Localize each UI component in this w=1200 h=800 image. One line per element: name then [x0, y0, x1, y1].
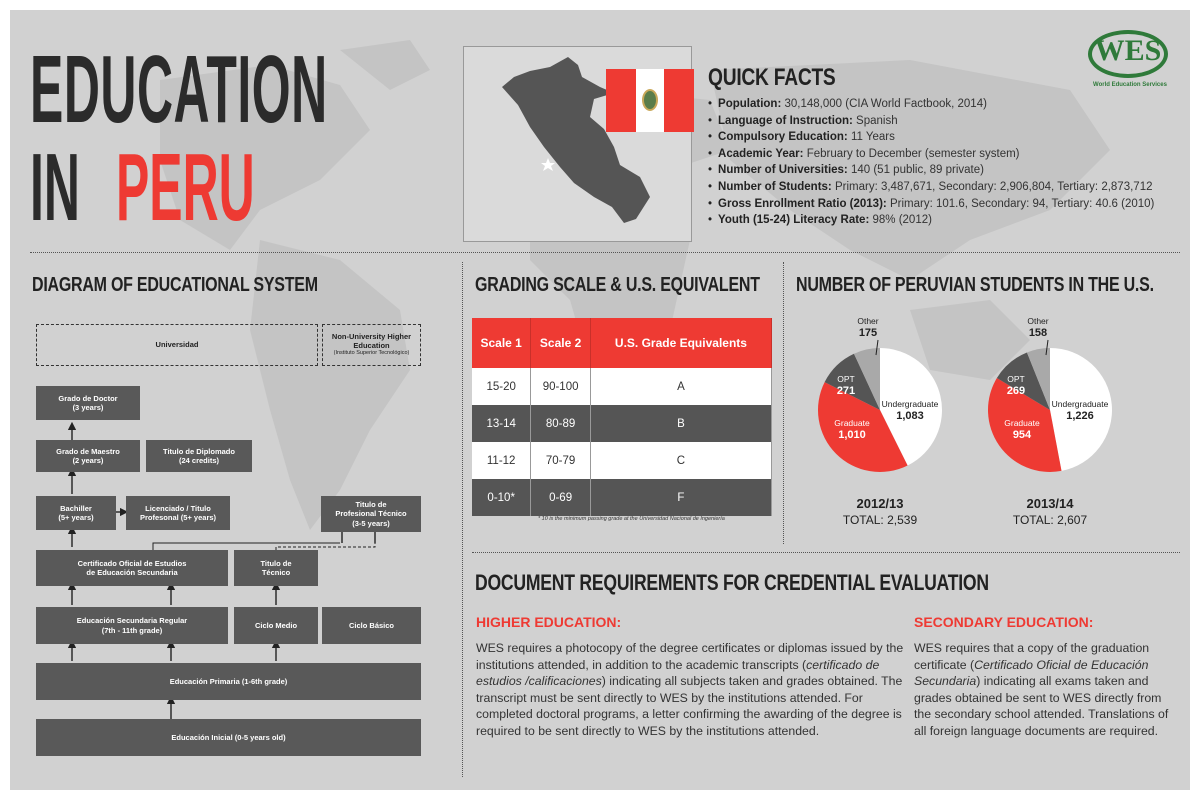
primaria-box: Educación Primaria (1-6th grade)	[36, 663, 421, 700]
header-us-grade: U.S. Grade Equivalents	[590, 318, 771, 368]
documents-heading: DOCUMENT REQUIREMENTS FOR CREDENTIAL EVALUATION	[475, 570, 989, 595]
pie-category-label: Undergraduate	[881, 399, 939, 409]
coat-of-arms-icon	[642, 89, 658, 111]
quick-facts-list	[708, 96, 1154, 229]
wes-logo	[1082, 24, 1178, 94]
pie-title: 2012/13	[856, 496, 904, 511]
pie-category-label: OPT	[837, 374, 855, 384]
fact-item: • Academic Year: February to December (semester system)	[708, 146, 1154, 163]
ciclo-medio-box: Ciclo Medio	[234, 607, 318, 644]
titulo-diplomado-box: Titulo de Diplomado (24 credits)	[146, 440, 252, 472]
grading-footnote: * 10 is the minimum passing grade at the Universidad Nacional de Ingeniería	[538, 516, 725, 522]
pie-category-label: Graduate	[834, 418, 870, 428]
title-line-1: EDUCATION	[30, 36, 328, 143]
pie-value-label: 1,010	[838, 429, 866, 441]
pie-value-label: 1,226	[1066, 410, 1094, 422]
pie-value-label: 271	[836, 385, 856, 397]
fact-item: • Population: 30,148,000 (CIA World Factbook, 2014)	[708, 96, 1154, 113]
pie-category-label: OPT	[1007, 374, 1025, 384]
students-pie-charts	[785, 300, 1185, 540]
grado-maestro-box: Grado de Maestro (2 years)	[36, 440, 140, 472]
peru-map-panel	[463, 46, 692, 242]
pie-value-label: 1,083	[896, 410, 924, 422]
pie-category-label: Graduate	[1004, 418, 1040, 428]
ciclo-basico-box: Ciclo Básico	[322, 607, 421, 644]
secondary-education-text: WES requires that a copy of the graduation certificate (Certificado Oficial de Educación Secundaria) indicating all exams taken and grades obtained be sent to WES directly from the secondary school attended. Translations of all foreign language documents are required.	[914, 641, 1169, 738]
table-row: 11-12 70-79 C	[472, 442, 772, 479]
pie-category-label: Other	[857, 316, 879, 326]
pie-category-label: Undergraduate	[1051, 399, 1109, 409]
fact-item: • Youth (15-24) Literacy Rate: 98% (2012)	[708, 212, 1154, 229]
grading-table	[472, 318, 772, 516]
table-row: 15-20 90-100 A	[472, 368, 772, 405]
titulo-tecnico-box: Titulo de Técnico	[234, 550, 318, 586]
lima-star-icon	[541, 158, 555, 171]
title-peru: PERU	[116, 134, 255, 241]
pie-value-label: 954	[1012, 429, 1032, 441]
grading-header-row	[472, 318, 772, 368]
header-scale-2: Scale 2	[531, 318, 591, 368]
secundaria-regular-box: Educación Secundaria Regular (7th - 11th grade)	[36, 607, 228, 644]
infographic	[10, 10, 1190, 790]
bachiller-box: Bachiller (5+ years)	[36, 496, 116, 530]
secondary-education-title: SECONDARY EDUCATION:	[914, 614, 1094, 630]
title-in: IN	[30, 134, 80, 241]
pie-value-label: 158	[1028, 327, 1048, 339]
inicial-box: Educación Inicial (0-5 years old)	[36, 719, 421, 756]
pie-total: TOTAL: 2,607	[1012, 513, 1088, 527]
non-university-box: Non-University Higher Education (Instituto Superior Tecnológico)	[322, 324, 421, 366]
fact-item: • Language of Instruction: Spanish	[708, 113, 1154, 130]
fact-item: • Number of Universities: 140 (51 public, 89 private)	[708, 162, 1154, 179]
table-row: 0-10* 0-69 F	[472, 479, 772, 516]
pie-category-label: Other	[1027, 316, 1049, 326]
universidad-box: Universidad	[36, 324, 318, 366]
grading-heading: GRADING SCALE & U.S. EQUIVALENT	[475, 274, 760, 296]
wes-logo-text: WES	[1094, 34, 1162, 67]
pie-total: TOTAL: 2,539	[842, 513, 918, 527]
fact-item: • Number of Students: Primary: 3,487,671, Secondary: 2,906,804, Tertiary: 2,873,712	[708, 179, 1154, 196]
titulo-profesional-tecnico-box: Titulo de Profesional Técnico (3-5 years)	[321, 496, 421, 532]
header-scale-1: Scale 1	[472, 318, 531, 368]
licenciado-box: Licenciado / Titulo Profesonal (5+ years)	[126, 496, 230, 530]
higher-education-text: WES requires a photocopy of the degree certificates or diplomas issued by the institutions attended, in addition to the academic transcripts (certificado de estudios /calificaciones) indicating all subjects taken and grades obtained. The transcript must be sent directly to WES by the institutions attended. For completed doctoral programs, a letter confirming the awarding of the degree is required to be sent directly to WES by the institutions attended.	[476, 641, 904, 738]
fact-item: • Compulsory Education: 11 Years	[708, 129, 1154, 146]
higher-education-title: HIGHER EDUCATION:	[476, 614, 622, 630]
wes-logo-tagline: World Education Services	[1093, 82, 1167, 88]
diagram-heading: DIAGRAM OF EDUCATIONAL SYSTEM	[32, 274, 318, 296]
certificado-oficial-box: Certificado Oficial de Estudios de Educación Secundaria	[36, 550, 228, 586]
quick-facts-heading: QUICK FACTS	[708, 64, 836, 91]
table-row: 13-14 80-89 B	[472, 405, 772, 442]
fact-item: • Gross Enrollment Ratio (2013): Primary: 101.6, Secondary: 94, Tertiary: 40.6 (2010)	[708, 196, 1154, 213]
pie-value-label: 175	[858, 327, 878, 339]
students-heading: NUMBER OF PERUVIAN STUDENTS IN THE U.S.	[796, 274, 1154, 296]
peru-flag-icon	[606, 69, 694, 132]
pie-value-label: 269	[1006, 385, 1026, 397]
pie-title: 2013/14	[1026, 496, 1074, 511]
grado-doctor-box: Grado de Doctor (3 years)	[36, 386, 140, 420]
